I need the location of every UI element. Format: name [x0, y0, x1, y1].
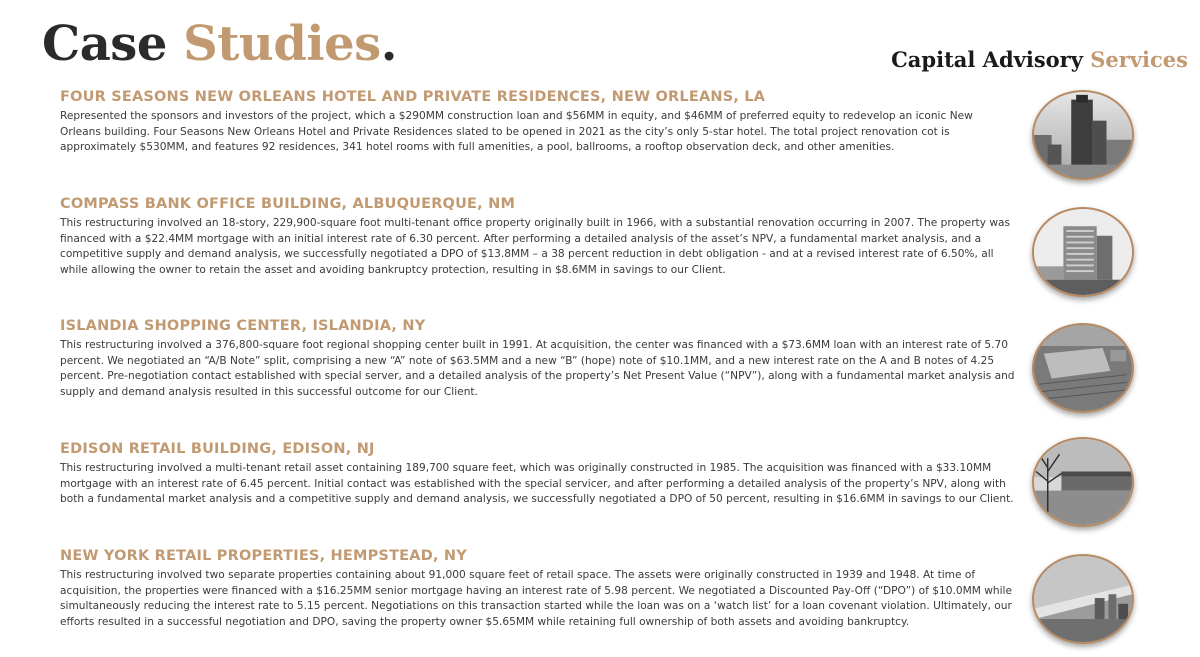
case-study-edison: [60, 441, 1015, 508]
case-study-body: This restructuring involved an 18-story, 229,900-square foot multi-tenant office property originally built in 1966, with a substantial renovation occurring in 2007. The property was financed with a $22.4MM mortgage with an initial interest rate of 6.30 percent. After performing a detailed analysis of the asset’s NPV, a fundamental market analysis, and a competitive supply and demand analysis, we successfully negotiated a DPO of $13.8MM – a 38 percent reduction in debt obligation - and at a revised interest rate of 6.50%, all while allowing the owner to retain the asset and avoiding bankruptcy protection, resulting in $8.6MM in savings to our Client.: [60, 217, 1011, 276]
page-subtitle: [891, 49, 1188, 70]
case-study-islandia: [60, 318, 1015, 400]
page-subtitle-main: Capital Advisory: [891, 47, 1083, 72]
case-study-title: ISLANDIA SHOPPING CENTER, ISLANDIA, NY: [60, 318, 426, 334]
hotel-tower-photo: [1032, 90, 1134, 180]
page-title-accent: Studies: [183, 16, 381, 72]
page-title: [42, 16, 397, 72]
page-title-dot: .: [380, 16, 397, 72]
case-study-title: EDISON RETAIL BUILDING, EDISON, NJ: [60, 441, 375, 457]
case-study-body: This restructuring involved two separate properties containing about 91,000 square feet of retail space. The assets were originally constructed in 1939 and 1948. At time of acquisition, the properties were financed with a $16.25MM senior mortgage having an interest rate of 5.98 percent. We negotiated a Discounted Pay-Off (“DPO”) of $10.0MM while simultaneously reducing the interest rate to 5.15 percent. Negotiations on this transaction started while the loan was on a ‘watch list’ for a loan covenant violation. Ultimately, our efforts resulted in a successful negotiation and DPO, saving the property owner $5.65MM while retaining full ownership of both assets and avoiding bankruptcy.: [60, 569, 1013, 628]
case-study-compass-bank: [60, 196, 1015, 278]
case-study-body: This restructuring involved a 376,800-square foot regional shopping center built in 1991. At acquisition, the center was financed with a $73.6MM loan with an interest rate of 5.70 percent. We negotiated an “A/B Note” split, comprising a new “A” note of $63.5MM and a new “B” (hope) note of $10.1MM, and a new interest rate on the A and B notes of 4.25 percent. Pre-negotiation contact established with special server, and a detailed analysis of the property’s Net Present Value (“NPV”), along with a fundamental market analysis and supply and demand analysis resulted in this successful outcome for our Client.: [60, 339, 1015, 398]
coastal-aerial-photo: [1032, 554, 1134, 644]
case-study-hempstead: [60, 548, 1015, 630]
shopping-center-aerial-photo: [1032, 323, 1134, 413]
page-subtitle-accent: Services: [1090, 47, 1188, 72]
case-study-four-seasons: [60, 89, 1015, 156]
case-study-title: FOUR SEASONS NEW ORLEANS HOTEL AND PRIVATE RESIDENCES, NEW ORLEANS, LA: [60, 89, 766, 105]
case-study-body: This restructuring involved a multi-tenant retail asset containing 189,700 square feet, which was originally constructed in 1985. The acquisition was financed with a $33.10MM mortgage with an interest rate of 6.45 percent. Initial contact was established with the special servicer, and after performing a detailed analysis of the property’s NPV, along with both a fundamental market analysis and a competitive supply and demand analysis, we successfully negotiated a DPO of 50 percent, resulting in $16.6MM in savings to our Client.: [60, 462, 1014, 506]
case-study-title: NEW YORK RETAIL PROPERTIES, HEMPSTEAD, NY: [60, 548, 467, 564]
case-study-body: Represented the sponsors and investors of the project, which a $290MM construction loan and $56MM in equity, and $46MM of preferred equity to redevelop an iconic New Orleans building. Four Seasons New Orleans Hotel and Private Residences slated to be opened in 2021 as the city’s only 5-star hotel. The total project renovation cot is approximately $530MM, and features 92 residences, 341 hotel rooms with full amenities, a pool, ballrooms, a rooftop observation deck, and other amenities.: [60, 110, 973, 154]
page-title-main: Case: [42, 16, 167, 72]
retail-building-photo: [1032, 437, 1134, 527]
case-study-title: COMPASS BANK OFFICE BUILDING, ALBUQUERQUE, NM: [60, 196, 516, 212]
office-building-photo: [1032, 207, 1134, 297]
